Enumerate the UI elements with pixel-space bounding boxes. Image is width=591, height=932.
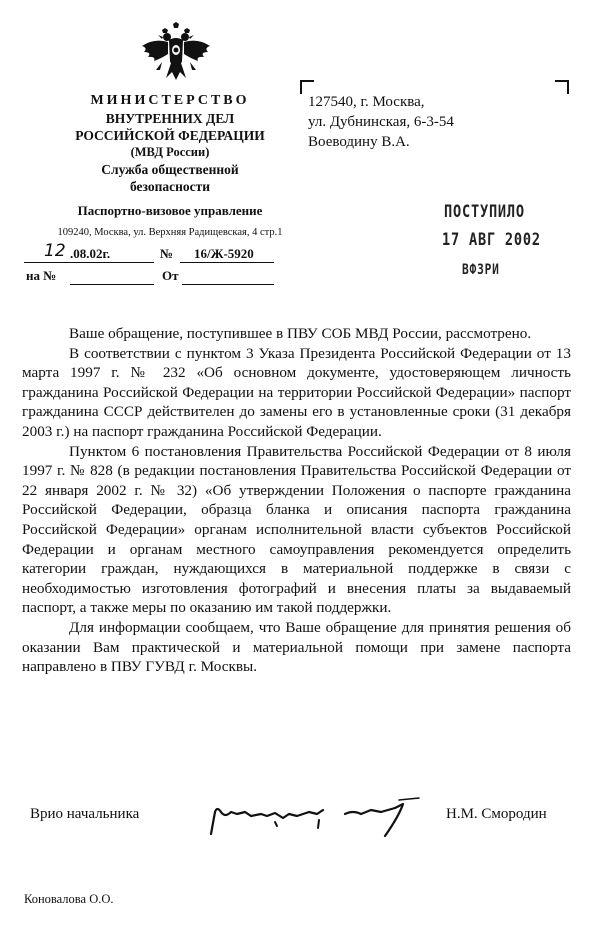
handwritten-signature xyxy=(205,790,420,840)
reference-number-label: на № xyxy=(26,268,57,283)
reference-number-underline xyxy=(70,284,154,285)
stamp-organization: ВФЗРИ xyxy=(462,262,500,278)
reg-number-label: № xyxy=(160,246,174,261)
body-paragraph-2: В соответствии с пунктом 3 Указа Президента Российской Федерации от 13 марта 1997 г. № 232 «Об основном документе, удостоверяющем личность гражданина Российской Федерации на территории Российской Федерации» паспорт гражданина СССР действителен до замены его в установленные сроки (31 декабря 2003 г.) на паспорт гражданина Российской Федерации. xyxy=(22,344,571,440)
reference-date-label: От xyxy=(162,268,179,283)
stamp-date: 17 АВГ 2002 xyxy=(442,230,541,250)
letter-body xyxy=(22,324,571,677)
body-paragraph-1: Ваше обращение, поступившее в ПВУ СОБ МВД России, рассмотрено. xyxy=(69,325,532,342)
reg-number-underline xyxy=(180,262,274,263)
addressee-block xyxy=(308,92,454,152)
executor-name: Коновалова О.О. xyxy=(24,892,114,906)
stamp-received-label: ПОСТУПИЛО xyxy=(444,202,525,222)
body-paragraph-3: Пунктом 6 постановления Правительства Российской Федерации от 8 июля 1997 г. № 828 (в редакции постановления Правительства Российской Федерации от 22 января 2002 г. № 32) «Об утверждении Положения о паспорте гражданина Российской Федерации, образца бланка и описания паспорта гражданина Российской Федерации» органам исполнительной власти субъектов Российской Федерации и органам местного самоуправления рекомендуется определить категории граждан, нуждающихся в материальной поддержке в связи с необходимостью изготовления фотографий и внесения платы за выдаваемый паспорт, а также меры по оказанию им такой поддержки. xyxy=(22,442,571,617)
signatory-name: Н.М. Смородин xyxy=(446,806,547,822)
reference-date-underline xyxy=(182,284,274,285)
body-paragraph-4: Для информации сообщаем, что Ваше обращение для принятия решения об оказании Вам практической и материальной помощи при замене паспорта направлено в ПВУ ГУВД г. Москвы. xyxy=(22,618,571,676)
double-headed-eagle-emblem-icon xyxy=(140,22,212,84)
service-name-line2: безопасности xyxy=(129,179,211,194)
ministry-name-line3: РОССИЙСКОЙ ФЕДЕРАЦИИ xyxy=(75,128,265,143)
ministry-name-line2: ВНУТРЕННИХ ДЕЛ xyxy=(105,111,235,126)
addressee-street-line: ул. Дубнинская, 6-3-54 xyxy=(308,114,454,130)
department-address: 109240, Москва, ул. Верхняя Радищевская, 4 стр.1 xyxy=(57,227,283,238)
reg-date: .08.02г. xyxy=(70,246,111,261)
addressee-name: Воеводину В.А. xyxy=(308,134,410,150)
department-name: Паспортно-визовое управление xyxy=(77,203,263,218)
signatory-position: Врио начальника xyxy=(30,806,140,822)
ministry-name-line1: МИНИСТЕРСТВО xyxy=(90,93,250,108)
reg-date-handwritten: 12 xyxy=(44,241,66,261)
ministry-short-name: (МВД России) xyxy=(130,145,210,159)
service-name-line1: Служба общественной xyxy=(101,162,239,177)
reg-date-underline xyxy=(24,262,154,263)
reg-number: 16/Ж-5920 xyxy=(194,246,254,261)
addressee-postal-line: 127540, г. Москва, xyxy=(308,94,425,110)
addressee-corner-top-right xyxy=(555,80,569,94)
